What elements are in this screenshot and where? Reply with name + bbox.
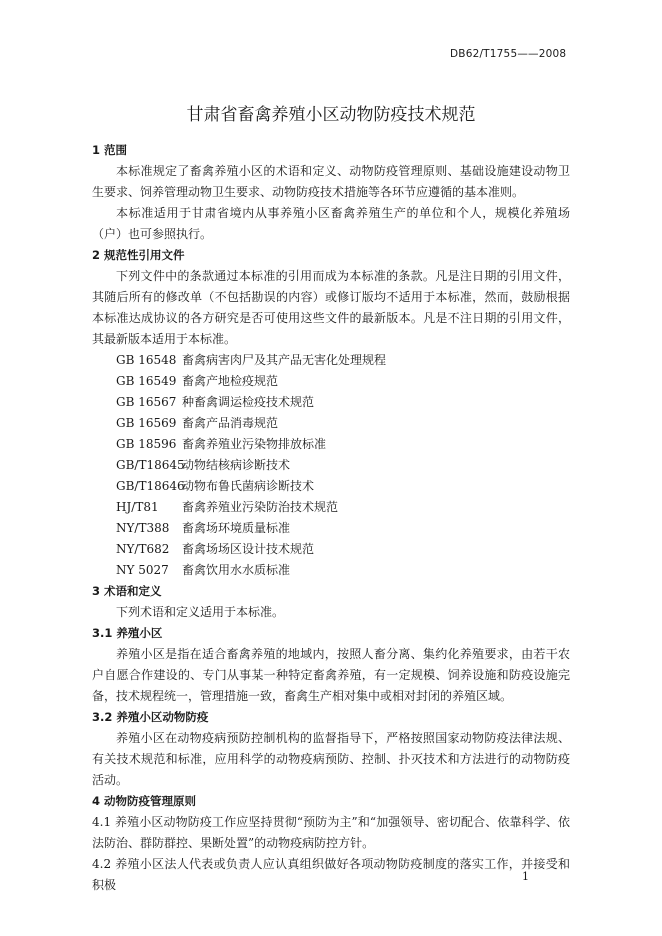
section-4-2-item: 4.2 养殖小区法人代表或负责人应认真组织做好各项动物防疫制度的落实工作，并接受和积极 <box>92 857 570 892</box>
document-title: 甘肃省畜禽养殖小区动物防疫技术规范 <box>186 105 476 125</box>
section-1-paragraph: 本标准适用于甘肃省境内从事养殖小区畜禽养殖生产的单位和个人，规模化养殖场（户）也可参照执行。 <box>92 206 570 241</box>
reference-title: 动物结核病诊断技术 <box>182 458 291 472</box>
standard-code: DB62/T1755——2008 <box>450 48 567 60</box>
reference-code: GB 18596 <box>116 437 177 451</box>
section-3-2-paragraph: 养殖小区在动物疫病预防控制机构的监督指导下，严格按照国家动物防疫法律法规、有关技术规范和标准，应用科学的动物疫病预防、控制、扑灭技术和方法进行的动物防疫活动。 <box>92 731 570 787</box>
section-1-paragraph: 本标准规定了畜禽养殖小区的术语和定义、动物防疫管理原则、基础设施建设动物卫生要求、饲养管理动物卫生要求、动物防疫技术措施等各环节应遵循的基本准则。 <box>92 164 570 199</box>
section-4-heading: 4 动物防疫管理原则 <box>92 794 197 808</box>
reference-code: GB/T18645 <box>116 458 185 472</box>
section-2-paragraph: 下列文件中的条款通过本标准的引用而成为本标准的条款。凡是注日期的引用文件，其随后所有的修改单（不包括勘误的内容）或修订版均不适用于本标准，然而，鼓励根据本标准达成协议的各方研究是否可使用这些文件的最新版本。凡是不注日期的引用文件，其最新版本适用于本标准。 <box>92 269 570 346</box>
reference-item <box>92 497 570 518</box>
reference-item <box>92 413 570 434</box>
reference-item <box>92 434 570 455</box>
section-3-heading: 3 术语和定义 <box>92 584 162 598</box>
reference-code: GB 16569 <box>116 416 177 430</box>
reference-title: 畜禽养殖业污染防治技术规范 <box>182 500 339 514</box>
document-body <box>92 140 570 896</box>
reference-title: 畜禽产地检疫规范 <box>182 374 279 388</box>
section-3-2-heading: 3.2 养殖小区动物防疫 <box>92 710 209 724</box>
section-2-heading: 2 规范性引用文件 <box>92 248 185 262</box>
reference-item <box>92 350 570 371</box>
reference-item <box>92 455 570 476</box>
section-3-1-paragraph: 养殖小区是指在适合畜禽养殖的地域内，按照人畜分离、集约化养殖要求，由若干农户自愿合作建设的、专门从事某一种特定畜禽养殖，有一定规模、饲养设施和防疫设施完备，技术规程统一，管理措施一致，畜禽生产相对集中或相对封闭的养殖区域。 <box>92 647 570 703</box>
reference-code: GB 16548 <box>116 353 177 367</box>
section-1-heading: 1 范围 <box>92 143 128 157</box>
reference-code: NY 5027 <box>116 563 169 577</box>
reference-title: 畜禽产品消毒规范 <box>182 416 279 430</box>
reference-title: 畜禽场场区设计技术规范 <box>182 542 315 556</box>
reference-code: HJ/T81 <box>116 500 159 514</box>
reference-code: NY/T682 <box>116 542 170 556</box>
reference-item <box>92 371 570 392</box>
reference-item <box>92 518 570 539</box>
reference-title: 动物布鲁氏菌病诊断技术 <box>182 479 315 493</box>
reference-code: GB 16567 <box>116 395 177 409</box>
reference-title: 种畜禽调运检疫技术规范 <box>182 395 315 409</box>
reference-title: 畜禽病害肉尸及其产品无害化处理规程 <box>182 353 387 367</box>
reference-code: NY/T388 <box>116 521 170 535</box>
reference-title: 畜禽场环境质量标准 <box>182 521 291 535</box>
page-number: 1 <box>522 870 529 883</box>
reference-code: GB 16549 <box>116 374 177 388</box>
reference-list <box>92 350 570 581</box>
section-3-paragraph: 下列术语和定义适用于本标准。 <box>116 605 285 619</box>
reference-item <box>92 560 570 581</box>
reference-title: 畜禽饮用水水质标准 <box>182 563 291 577</box>
reference-item <box>92 539 570 560</box>
reference-title: 畜禽养殖业污染物排放标准 <box>182 437 327 451</box>
section-3-1-heading: 3.1 养殖小区 <box>92 626 163 640</box>
section-4-1-item: 4.1 养殖小区动物防疫工作应坚持贯彻“预防为主”和“加强领导、密切配合、依靠科学、依法防治、群防群控、果断处置”的动物疫病防控方针。 <box>92 815 570 850</box>
reference-item <box>92 392 570 413</box>
reference-code: GB/T18646 <box>116 479 185 493</box>
reference-item <box>92 476 570 497</box>
